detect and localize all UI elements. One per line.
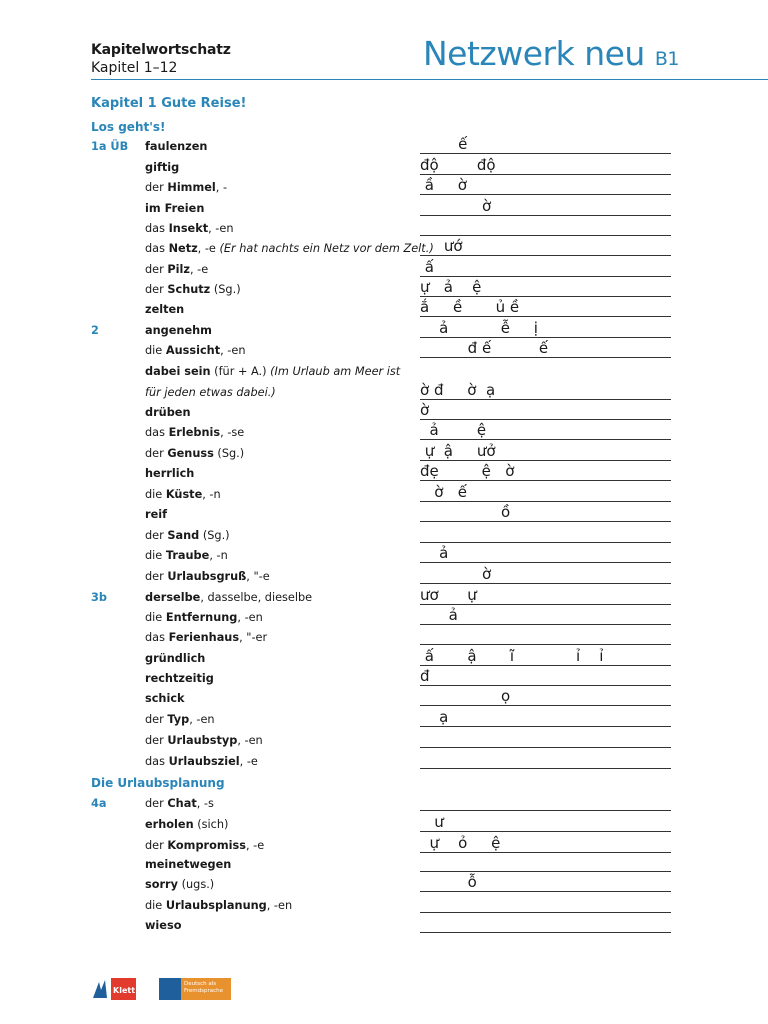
answer-line[interactable] (420, 604, 671, 605)
translation-text: ấ (420, 258, 434, 276)
translation-text: đ (420, 667, 430, 685)
translation-text: ờ ế (420, 483, 468, 501)
answer-line[interactable] (420, 831, 671, 832)
answer-line[interactable] (420, 316, 671, 317)
vocab-word: der Urlaubsgruß, "-e (145, 570, 270, 583)
translation-text: ờ (420, 401, 430, 419)
translation-text: ả ệ (420, 421, 487, 439)
translation-text: đ ế ế (420, 339, 549, 357)
header-subtitle: Kapitel 1–12 (91, 60, 178, 76)
answer-line[interactable] (420, 439, 671, 440)
translation-text: ỗ (420, 873, 477, 891)
answer-line[interactable] (420, 542, 671, 543)
translation-text: ươ ự (420, 586, 477, 604)
vocab-word: giftig (145, 161, 180, 174)
vocab-word: der Urlaubstyp, -en (145, 734, 263, 747)
answer-line[interactable] (420, 810, 671, 811)
translation-text: ầ ờ (420, 176, 467, 194)
daf-logo (159, 978, 231, 1000)
answer-line[interactable] (420, 460, 671, 461)
vocab-word: der Chat, -s (145, 797, 214, 810)
chapter-title: Kapitel 1 Gute Reise! (91, 96, 247, 111)
answer-line[interactable] (420, 215, 671, 216)
vocab-word: sorry (ugs.) (145, 878, 215, 891)
vocab-word: das Insekt, -en (145, 222, 234, 235)
vocab-word: die Aussicht, -en (145, 344, 246, 357)
section-heading: Los geht's! (91, 120, 166, 134)
vocab-row (0, 364, 768, 380)
answer-line[interactable] (420, 480, 671, 481)
vocab-word: angenehm (145, 324, 212, 337)
vocab-word: der Himmel, - (145, 181, 228, 194)
vocab-word: der Typ, -en (145, 713, 215, 726)
vocab-word: der Genuss (Sg.) (145, 447, 245, 460)
answer-line[interactable] (420, 871, 671, 872)
vocab-word: rechtzeitig (145, 672, 214, 685)
brand-level: B1 (654, 48, 679, 70)
klett-logo-text: Klett (113, 986, 136, 995)
exercise-number: 2 (91, 324, 99, 337)
section-heading: Die Urlaubsplanung (91, 776, 225, 790)
vocab-word: faulenzen (145, 140, 208, 153)
answer-line[interactable] (420, 174, 671, 175)
answer-line[interactable] (420, 562, 671, 563)
answer-line[interactable] (420, 296, 671, 297)
vocab-word: das Netz, -e (Er hat nachts ein Netz vor dem Zelt.) (145, 242, 434, 255)
vocab-word: wieso (145, 919, 182, 932)
translation-text: ả (420, 606, 458, 624)
translation-text: ướ (420, 237, 463, 255)
vocab-word: drüben (145, 406, 191, 419)
translation-text: ự ậ ưở (420, 442, 496, 460)
vocab-word: das Ferienhaus, "-er (145, 631, 268, 644)
answer-line[interactable] (420, 644, 671, 645)
answer-line[interactable] (420, 685, 671, 686)
answer-line[interactable] (420, 912, 671, 913)
translation-text: ờ đ ờ ạ (420, 381, 496, 399)
translation-text: ạ (420, 708, 449, 726)
vocab-word: die Urlaubsplanung, -en (145, 899, 293, 912)
vocab-word: reif (145, 508, 168, 521)
brand-name: Netzwerk neu (423, 34, 645, 73)
answer-line[interactable] (420, 665, 671, 666)
translation-text: ả (420, 544, 449, 562)
answer-line[interactable] (420, 705, 671, 706)
translation-text: ờ (420, 197, 492, 215)
answer-line[interactable] (420, 726, 671, 727)
vocab-word: dabei sein (für + A.) (Im Urlaub am Meer ist (145, 365, 401, 378)
vocab-word: die Entfernung, -en (145, 611, 263, 624)
vocab-word: für jeden etwas dabei.) (145, 386, 276, 399)
vocab-word: der Schutz (Sg.) (145, 283, 241, 296)
answer-line[interactable] (420, 891, 671, 892)
vocab-word: im Freien (145, 202, 205, 215)
exercise-number: 1a ÜB (91, 140, 129, 153)
vocab-word: das Erlebnis, -se (145, 426, 245, 439)
header-divider (91, 79, 768, 80)
header-left (91, 42, 231, 77)
translation-text: ồ (420, 503, 511, 521)
translation-text: ả ễ ị (420, 319, 538, 337)
brand-logo (423, 34, 679, 73)
exercise-number: 4a (91, 797, 107, 810)
daf-logo-text: Deutsch als Fremdsprache (184, 981, 224, 994)
translation-text: đẹ ệ ờ (420, 462, 515, 480)
exercise-number: 3b (91, 591, 107, 604)
translation-text: ự ỏ ệ (420, 834, 501, 852)
answer-line[interactable] (420, 153, 671, 154)
translation-text: ấ ậ ĩ ỉ ỉ (420, 647, 604, 665)
translation-text: ắ ề ủ ề (420, 298, 520, 316)
answer-line[interactable] (420, 768, 671, 769)
vocab-word: die Traube, -n (145, 549, 228, 562)
translation-text: ự ả ệ (420, 278, 482, 296)
answer-line[interactable] (420, 419, 671, 420)
answer-line[interactable] (420, 521, 671, 522)
vocab-word: schick (145, 692, 185, 705)
answer-line[interactable] (420, 194, 671, 195)
answer-line[interactable] (420, 583, 671, 584)
klett-logo (91, 978, 136, 1000)
answer-line[interactable] (420, 501, 671, 502)
answer-line[interactable] (420, 399, 671, 400)
answer-line[interactable] (420, 337, 671, 338)
answer-line[interactable] (420, 747, 671, 748)
vocab-word: der Sand (Sg.) (145, 529, 230, 542)
vocab-word: meinetwegen (145, 858, 232, 871)
translation-text: ế (420, 135, 468, 153)
vocab-word: die Küste, -n (145, 488, 221, 501)
answer-line[interactable] (420, 932, 671, 933)
vocab-word: der Pilz, -e (145, 263, 209, 276)
answer-line[interactable] (420, 255, 671, 256)
vocab-word: erholen (sich) (145, 818, 229, 831)
vocab-word: derselbe, dasselbe, dieselbe (145, 591, 313, 604)
vocab-word: der Kompromiss, -e (145, 839, 265, 852)
translation-text: ờ (420, 565, 492, 583)
vocab-word: gründlich (145, 652, 206, 665)
vocab-word: herrlich (145, 467, 195, 480)
answer-line[interactable] (420, 276, 671, 277)
vocab-word: das Urlaubsziel, -e (145, 755, 258, 768)
answer-line[interactable] (420, 357, 671, 358)
translation-text: ư (420, 813, 444, 831)
header-title: Kapitelwortschatz (91, 42, 231, 58)
vocab-word: zelten (145, 303, 185, 316)
answer-line[interactable] (420, 235, 671, 236)
translation-text: độ độ (420, 156, 496, 174)
answer-line[interactable] (420, 852, 671, 853)
translation-text: ọ (420, 687, 511, 705)
answer-line[interactable] (420, 624, 671, 625)
